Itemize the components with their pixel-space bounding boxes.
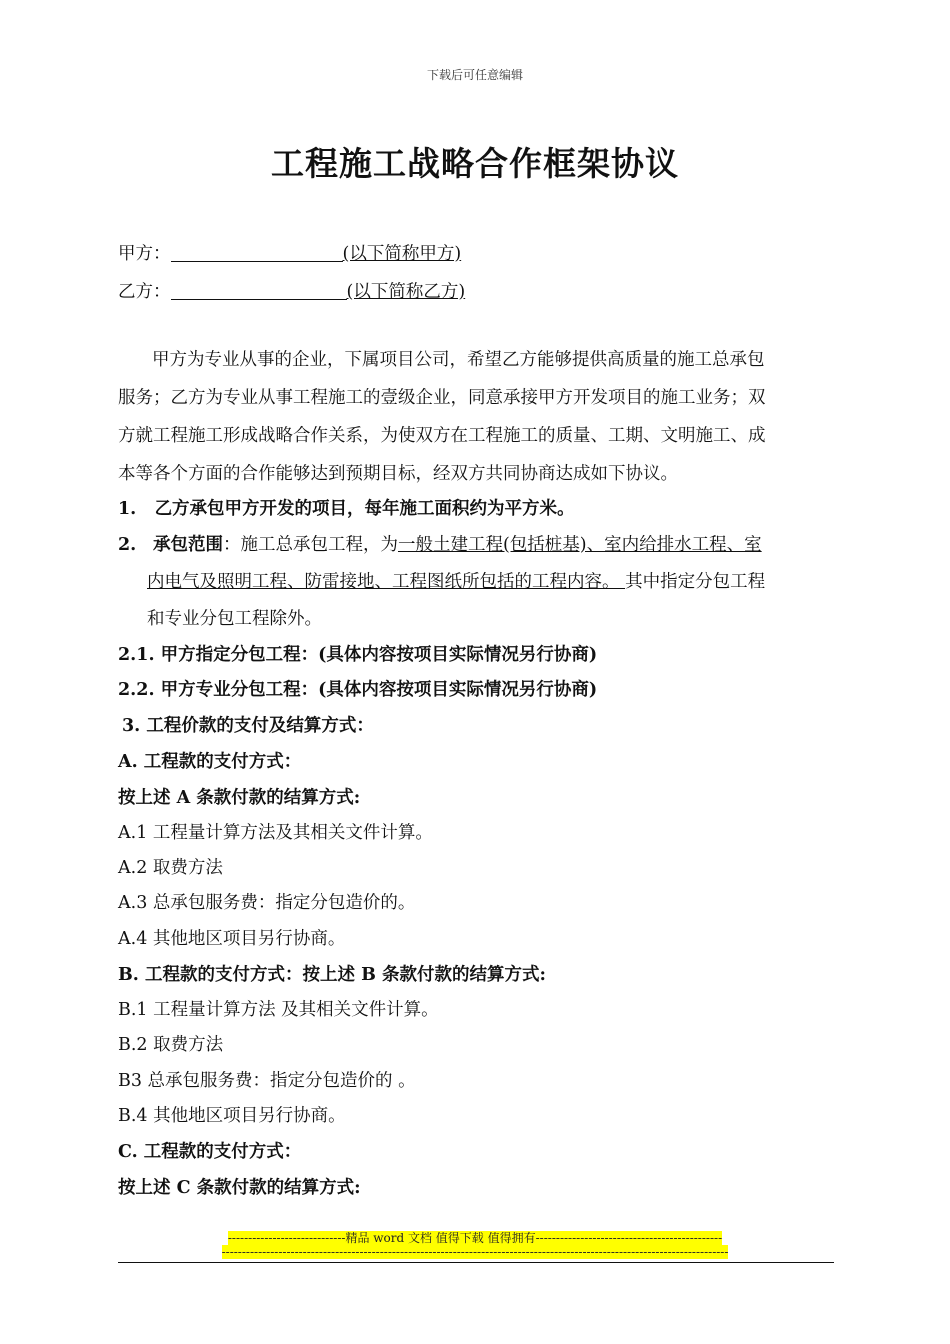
section-b-item: B.4 其他地区项目另行协商。 (118, 1106, 346, 1126)
footer-banner-line-1 (0, 1229, 950, 1246)
document-title: 工程施工战略合作框架协议 (271, 144, 679, 183)
clause-2-2: 2.2. 甲方专业分包工程：(具体内容按项目实际情况另行协商) (118, 680, 598, 700)
section-a-item: A.4 其他地区项目另行协商。 (118, 929, 346, 949)
party-b-label: 乙方： (118, 282, 171, 302)
clause-2-head: 承包范围 (152, 535, 223, 555)
party-a-suffix: (以下简称甲方) (342, 244, 462, 264)
section-b-item: B.2 取费方法 (118, 1035, 224, 1055)
section-a-item: A.1 工程量计算方法及其相关文件计算。 (118, 823, 433, 843)
party-b-line (118, 278, 465, 303)
clause-2-text-a: 施工总承包工程，为 (240, 535, 398, 555)
party-a-label: 甲方： (118, 244, 171, 264)
intro-line-2: 服务；乙方为专业从事工程施工的壹级企业，同意承接甲方开发项目的施工业务；双 (118, 388, 766, 408)
section-c-sub: 按上述 C 条款付款的结算方式: (118, 1178, 361, 1198)
party-b-blank (171, 279, 347, 300)
clause-1-text: 乙方承包甲方开发的项目，每年施工面积约为平方米。 (154, 499, 575, 519)
intro-line-4: 本等各个方面的合作能够达到预期目标，经双方共同协商达成如下协议。 (118, 464, 678, 484)
intro-line-1: 甲方为专业从事的企业，下属项目公司，希望乙方能够提供高质量的施工总承包 (152, 350, 765, 370)
section-b-head: B. 工程款的支付方式：按上述 B 条款付款的结算方式: (118, 965, 546, 985)
section-b-item: B.1 工程量计算方法 及其相关文件计算。 (118, 1000, 439, 1020)
clause-2-underlined-2: 内电气及照明工程、防雷接地、工程图纸所包括的工程内容。 (147, 572, 620, 592)
clause-1 (118, 495, 575, 520)
clause-2-line-3: 和专业分包工程除外。 (147, 609, 322, 629)
intro-line-3: 方就工程施工形成战略合作关系，为使双方在工程施工的质量、工期、文明施工、成 (118, 426, 766, 446)
clause-2-number: 2. (118, 535, 137, 555)
clause-1-number: 1. (118, 499, 137, 519)
party-b-suffix: (以下简称乙方) (346, 282, 466, 302)
party-a-blank (171, 241, 343, 262)
header-note: 下载后可任意编辑 (426, 68, 523, 82)
clause-2-underlined-1: 一般土建工程(包括桩基)、室内给排水工程、室 (397, 535, 762, 555)
clause-2-text-b: 其中指定分包工程 (625, 572, 766, 592)
section-a-item: A.3 总承包服务费：指定分包造价的。 (118, 893, 416, 913)
footer-banner-text-2: ----------------------------------------------------------------------------------------------------------------------------- (221, 1245, 729, 1259)
section-c-head: C. 工程款的支付方式： (118, 1142, 302, 1162)
footer-banner-text-1: -----------------------------精品 word 文档 值得下载 值得拥有---------------------------------------------- (227, 1231, 723, 1245)
footer-divider (118, 1262, 834, 1263)
party-a-line (118, 240, 461, 265)
section-a-sub: 按上述 A 条款付款的结算方式: (118, 788, 361, 808)
section-a-head: A. 工程款的支付方式： (118, 752, 302, 772)
clause-2-line-2 (147, 568, 765, 593)
clause-2-1: 2.1. 甲方指定分包工程：(具体内容按项目实际情况另行协商) (118, 645, 598, 665)
clause-2-colon: ： (222, 535, 241, 555)
clause-2-line-1 (118, 531, 762, 556)
section-a-item: A.2 取费方法 (118, 858, 223, 878)
footer-banner-line-2 (0, 1245, 950, 1259)
section-b-item: B3 总承包服务费：指定分包造价的 。 (118, 1071, 416, 1091)
clause-3: 3. 工程价款的支付及结算方式： (122, 716, 374, 736)
